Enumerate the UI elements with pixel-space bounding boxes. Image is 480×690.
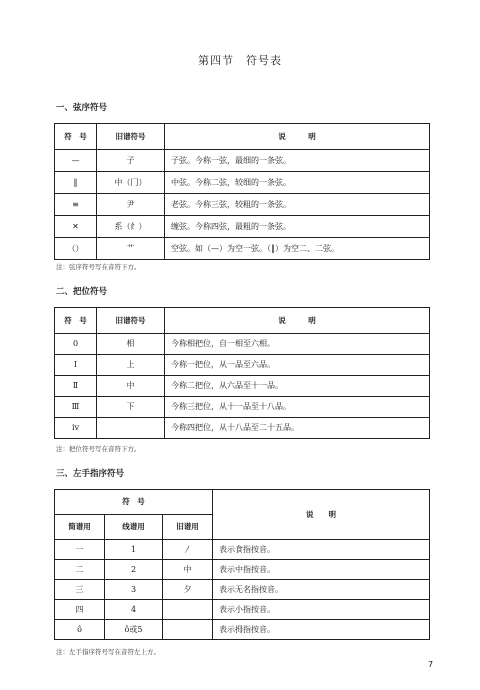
- symbol-cell: 0: [55, 334, 97, 355]
- old-cell: [163, 620, 213, 640]
- description-cell: 表示中指按音。: [213, 560, 430, 580]
- header-old-symbol: 旧谱符号: [97, 124, 165, 150]
- table-row: [55, 560, 430, 580]
- old-cell: 中: [163, 560, 213, 580]
- table-row: [55, 580, 430, 600]
- symbol-cell: ✕: [55, 216, 97, 238]
- description-cell: 今称四把位，从十八品至二十五品。: [165, 418, 430, 439]
- header-old-symbol: 旧谱符号: [97, 308, 165, 334]
- header-symbol: 符 号: [55, 308, 97, 334]
- numbered-cell: ô: [55, 620, 105, 640]
- symbol-cell: Ⅲ: [55, 397, 97, 418]
- section-title-position: 二、把位符号: [56, 287, 108, 297]
- table-row: [55, 334, 430, 355]
- header-description: 说 明: [213, 490, 430, 540]
- old-symbol-cell: 子: [97, 150, 165, 172]
- old-symbol-cell: 相: [97, 334, 165, 355]
- header-symbol: 符 号: [55, 124, 97, 150]
- numbered-cell: 三: [55, 580, 105, 600]
- description-cell: 表示食指按音。: [213, 540, 430, 560]
- header-description: 说 明: [165, 308, 430, 334]
- table-row: [55, 150, 430, 172]
- old-cell: [163, 600, 213, 620]
- table-row: [55, 216, 430, 238]
- staff-cell: 4: [105, 600, 163, 620]
- table-row: [55, 238, 430, 260]
- header-description: 说 明: [165, 124, 430, 150]
- page-title: 第四节 符号表: [198, 54, 282, 67]
- description-cell: 今称二把位，从六品至十一品。: [165, 376, 430, 397]
- old-symbol-cell: 艹: [97, 238, 165, 260]
- description-cell: 今称相把位，自一相至六相。: [165, 334, 430, 355]
- symbol-cell: ‖: [55, 172, 97, 194]
- left-hand-finger-table: [54, 489, 430, 640]
- old-symbol-cell: 上: [97, 355, 165, 376]
- table-row: [55, 418, 430, 439]
- symbol-cell: Ⅱ: [55, 376, 97, 397]
- old-symbol-cell: 系（纟）: [97, 216, 165, 238]
- description-cell: 今称一把位，从一品至六品。: [165, 355, 430, 376]
- symbol-cell: ≡: [55, 194, 97, 216]
- old-cell: 〳: [163, 540, 213, 560]
- note-string-order: 注：弦序符号写在音符下方。: [56, 263, 141, 271]
- old-symbol-cell: 下: [97, 397, 165, 418]
- table-row: [55, 355, 430, 376]
- staff-cell: ô或5: [105, 620, 163, 640]
- numbered-cell: 四: [55, 600, 105, 620]
- numbered-cell: 二: [55, 560, 105, 580]
- header-symbol-group: 符 号: [55, 490, 213, 515]
- table-row: [55, 540, 430, 560]
- table-row: [55, 600, 430, 620]
- description-cell: 表示无名指按音。: [213, 580, 430, 600]
- symbol-cell: ⅳ: [55, 418, 97, 439]
- old-symbol-cell: [97, 418, 165, 439]
- staff-cell: 3: [105, 580, 163, 600]
- description-cell: 空弦。如（—）为空一弦。（‖）为空二、二弦。: [165, 238, 430, 260]
- description-cell: 子弦。今称一弦，最细的一条弦。: [165, 150, 430, 172]
- description-cell: 老弦。今称三弦，较粗的一条弦。: [165, 194, 430, 216]
- header-old-notation: 旧谱用: [163, 515, 213, 540]
- old-symbol-cell: 中: [97, 376, 165, 397]
- symbol-cell: （）: [55, 238, 97, 260]
- position-table: [54, 307, 430, 439]
- symbol-cell: —: [55, 150, 97, 172]
- section-title-string-order: 一、弦序符号: [56, 103, 108, 113]
- staff-cell: 1: [105, 540, 163, 560]
- numbered-cell: 一: [55, 540, 105, 560]
- page-number: 7: [428, 660, 434, 669]
- table-row: [55, 194, 430, 216]
- old-symbol-cell: 中（冂）: [97, 172, 165, 194]
- note-left-hand: 注：左手指序符号写在音符左上方。: [56, 648, 160, 656]
- table-row: [55, 376, 430, 397]
- table-row: [55, 620, 430, 640]
- header-numbered-notation: 简谱用: [55, 515, 105, 540]
- old-symbol-cell: 尹: [97, 194, 165, 216]
- description-cell: 中弦。今称二弦，较细的一条弦。: [165, 172, 430, 194]
- header-staff-notation: 线谱用: [105, 515, 163, 540]
- string-order-table: [54, 123, 430, 260]
- note-position: 注：把位符号写在音符下方。: [56, 445, 141, 453]
- table-row: [55, 397, 430, 418]
- symbol-cell: Ⅰ: [55, 355, 97, 376]
- description-cell: 表示拇指按音。: [213, 620, 430, 640]
- old-cell: 夕: [163, 580, 213, 600]
- description-cell: 表示小指按音。: [213, 600, 430, 620]
- staff-cell: 2: [105, 560, 163, 580]
- table-row: [55, 172, 430, 194]
- section-title-left-hand: 三、左手指序符号: [56, 469, 125, 479]
- description-cell: 今称三把位，从十一品至十八品。: [165, 397, 430, 418]
- description-cell: 缠弦。今称四弦，最粗的一条弦。: [165, 216, 430, 238]
